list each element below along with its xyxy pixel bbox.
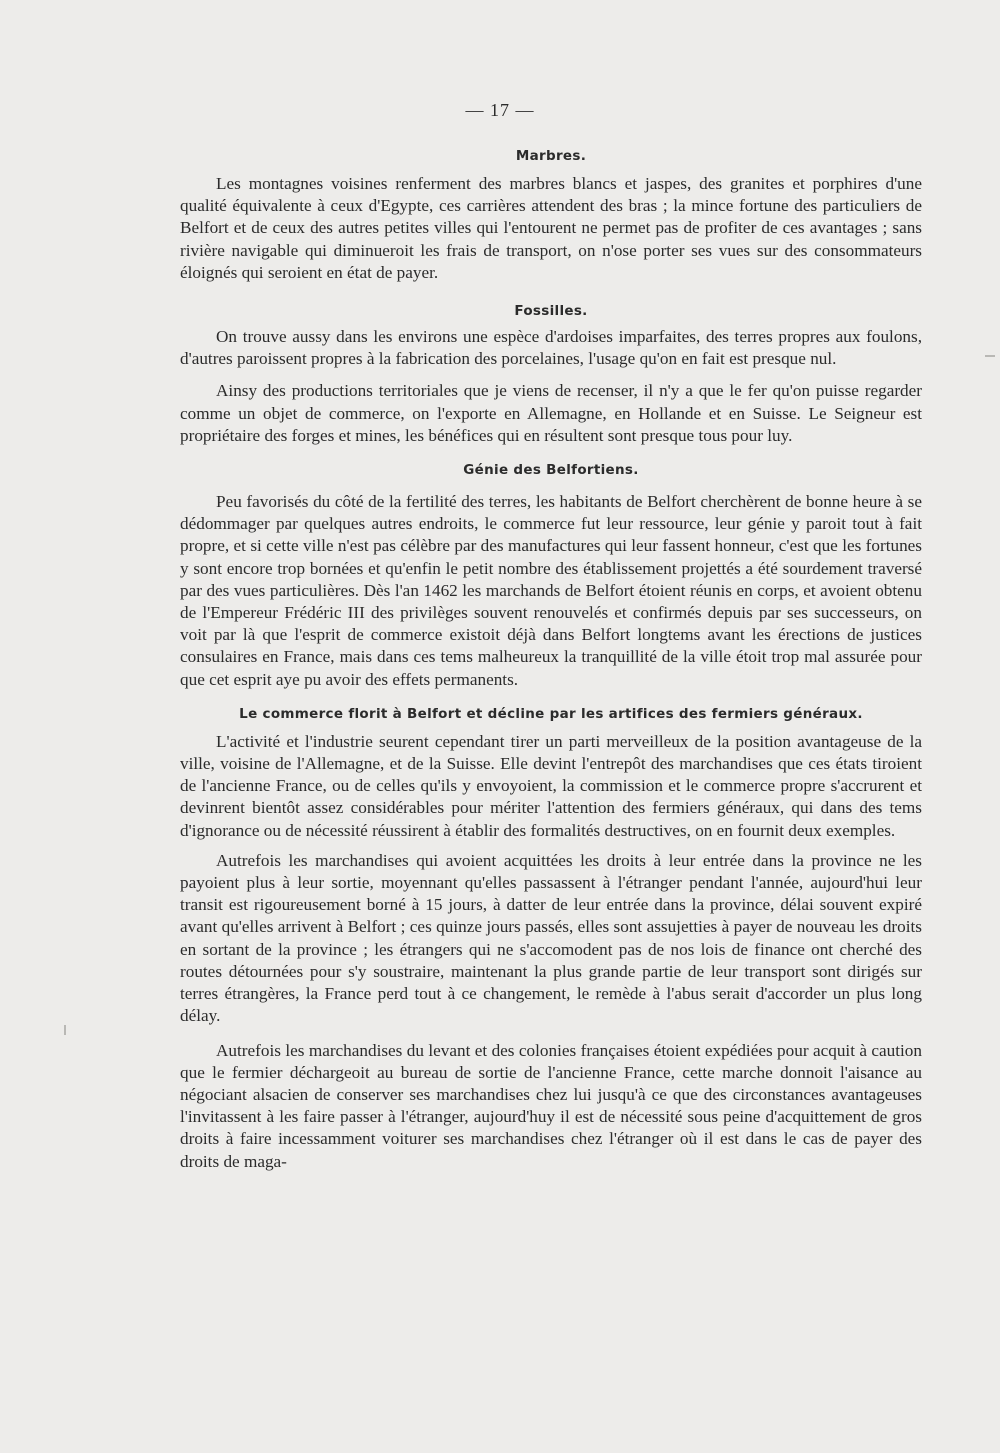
- section-heading-genie: Génie des Belfortiens.: [463, 462, 639, 479]
- paragraph-fossilles-2: Ainsy des productions territoriales que je viens de recenser, il n'y a que le fer qu'on puisse regarder comme un objet de commerce, on l'exporte en Allemagne, en Hollande et en Suisse. Le Seigneur est propriétaire des forges et mines, les bénéfices qui en résultent sont presque tous pour luy.: [180, 381, 922, 445]
- section-heading-commerce: Le commerce florit à Belfort et décline par les artifices des fermiers généraux.: [239, 705, 863, 722]
- paragraph-fossilles-1: On trouve aussy dans les environs une espèce d'ardoises imparfaites, des terres propres aux foulons, d'autres paroissent propres à la fabrication des porcelaines, l'usage qu'on en fait est presque nul.: [180, 327, 922, 369]
- paragraph-marbres-1: Les montagnes voisines renferment des marbres blancs et jaspes, des granites et porphires d'une qualité équivalente à ceux d'Egypte, ces carrières attendent des bras ; la mince fortune des particuliers de Belfort et de ceux des autres petites villes qui l'entourent ne permet pas de profiter de ces avantages ; sans rivière navigable qui diminueroit les frais de transport, on n'ose porter ses vues sur des consommateurs éloignés qui seroient en état de payer.: [180, 174, 922, 282]
- paragraph-genie-1: Peu favorisés du côté de la fertilité des terres, les habitants de Belfort cherchèrent de bonne heure à se dédommager par quelques autres endroits, le commerce fut leur ressource, leur génie y paroit tout à fait propre, et si cette ville n'est pas célèbre par des manufactures qui leur fassent honneur, c'est que les fortunes y sont encore trop bornées et qu'enfin le petit nombre des établissement projettés a été sourdement traversé par des vues particulières. Dès l'an 1462 les marchands de Belfort étoient réunis en corps, et avoient obtenu de l'Empereur Frédéric III des privilèges souvent renouvelés et confirmés depuis par ses successeurs, on voit par là que l'esprit de commerce existoit déjà dans Belfort longtems avant les érections de justices consulaires en France, mais dans ces tems malheureux la tranquillité de la ville étoit trop mal assurée pour que cet esprit aye pu avoir des effets permanents.: [180, 492, 922, 689]
- page-content: [180, 140, 922, 1173]
- section-heading-fossilles: Fossilles.: [514, 303, 588, 320]
- margin-mark: [64, 1025, 66, 1035]
- section-heading-marbres: Marbres.: [515, 148, 587, 164]
- page-number: — 17 —: [465, 100, 535, 120]
- margin-mark: [985, 355, 995, 357]
- paragraph-commerce-3: Autrefois les marchandises du levant et des colonies françaises étoient expédiées pour acquit à caution que le fermier déchargeoit au bureau de sortie de l'ancienne France, cette marche donnoit l'aisance au négociant alsacien de conserver ses marchandises chez lui jusqu'à ce que des circonstances avantageuses l'invitassent à les faire passer à l'étranger, aujourd'huy il est de nécessité sous peine d'acquittement de gros droits à faire incessamment voiturer ses marchandises chez l'étranger où il est dans le cas de payer des droits de maga-: [180, 1040, 922, 1171]
- paragraph-commerce-2: Autrefois les marchandises qui avoient acquittées les droits à leur entrée dans la province ne les payoient plus à leur sortie, moyennant qu'elles passassent à l'étranger pendant l'année, aujourd'hui leur transit est rigoureusement borné à 15 jours, à datter de leur entrée dans la province, délai souvent expiré avant qu'elles arrivent à Belfort ; ces quinze jours passés, elles sont assujetties à payer de nouveau les droits en sortant de la province ; les étrangers qui ne s'accomodent pas de nos lois de finance ont cherché des routes détournées pour s'y soustraire, maintenant la plus grande partie de leur transport sont dirigés sur terres étrangères, la France perd tout à ce changement, le remède à l'abus serait d'accorder un plus long délay.: [180, 850, 922, 1026]
- paragraph-commerce-1: L'activité et l'industrie seurent cependant tirer un parti merveilleux de la position avantageuse de la ville, voisine de l'Allemagne, et de la Suisse. Elle devint l'entrepôt des marchandises que ces états tiroient de l'ancienne France, ou de celles qu'ils y envoyoient, la commission et le commerce propre s'accrurent et devinrent bientôt assez considérables pour mériter l'attention des fermiers généraux, qui dans des tems d'ignorance ou de nécessité réussirent à établir des formalités destructives, on en fournit deux exemples.: [180, 731, 922, 840]
